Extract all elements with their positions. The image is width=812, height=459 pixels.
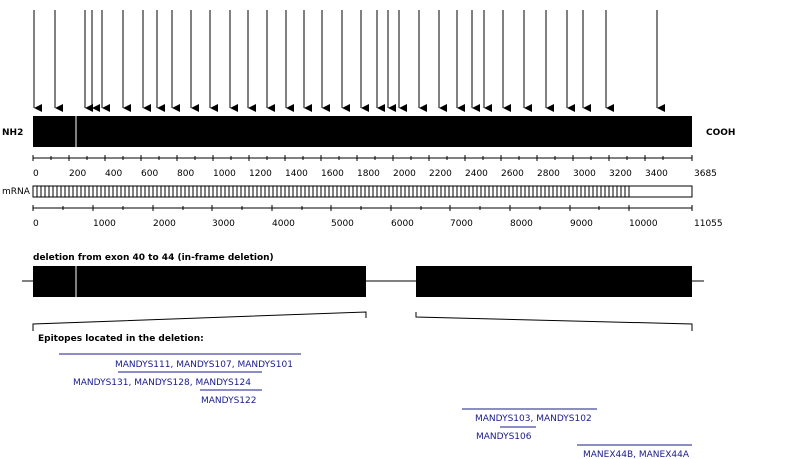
protein-axis — [33, 155, 692, 161]
deletion-brackets — [33, 312, 692, 331]
protein-tick-label: 2400 — [465, 169, 488, 179]
mrna-tick-label: 8000 — [510, 219, 533, 229]
protein-tick-label: 2200 — [429, 169, 452, 179]
protein-tick-label: 1200 — [249, 169, 272, 179]
protein-tick-label: 1600 — [321, 169, 344, 179]
mrna-label: mRNA — [2, 187, 30, 197]
protein-tick-label: 2000 — [393, 169, 416, 179]
mrna-tick-label: 3000 — [212, 219, 235, 229]
protein-tick-label: 0 — [33, 169, 39, 179]
mrna-tick-label: 2000 — [153, 219, 176, 229]
protein-tick-label: 400 — [105, 169, 123, 179]
protein-tick-label: 3400 — [645, 169, 668, 179]
protein-axis-end-label: 3685 — [694, 169, 717, 179]
mrna-axis-labels — [33, 219, 723, 229]
protein-tick-label: 3000 — [573, 169, 596, 179]
mrna-tick-label: 7000 — [450, 219, 473, 229]
mrna-tick-label: 10000 — [629, 219, 658, 229]
protein-tick-label: 2600 — [501, 169, 524, 179]
mrna-tick-label: 9000 — [570, 219, 593, 229]
mrna-axis-end-label: 11055 — [694, 219, 723, 229]
epitope-label: MANDYS122 — [201, 396, 257, 406]
mrna-tick-label: 5000 — [331, 219, 354, 229]
protein-tick-label: 1400 — [285, 169, 308, 179]
epitope-label: MANDYS131, MANDYS128, MANDYS124 — [73, 378, 251, 388]
mrna-tick-label: 1000 — [93, 219, 116, 229]
protein-tick-label: 1000 — [213, 169, 236, 179]
protein-axis-labels — [33, 169, 717, 179]
epitope-label: MANDYS111, MANDYS107, MANDYS101 — [115, 360, 293, 370]
protein-tick-label: 800 — [177, 169, 195, 179]
mrna-exon-strip — [33, 186, 692, 197]
protein-tick-label: 2800 — [537, 169, 560, 179]
protein-tick-label: 1800 — [357, 169, 380, 179]
exon-arrows — [34, 10, 657, 108]
mrna-tick-label: 4000 — [272, 219, 295, 229]
mrna-tick-label: 0 — [33, 219, 39, 229]
protein-tick-label: 200 — [69, 169, 87, 179]
epitope-label: MANDYS103, MANDYS102 — [475, 414, 592, 424]
cooh-label: COOH — [706, 128, 736, 138]
mrna-axis — [33, 205, 692, 211]
mrna-tick-label: 6000 — [391, 219, 414, 229]
protein-tick-label: 600 — [141, 169, 159, 179]
epitopes-title: Epitopes located in the deletion: — [38, 334, 204, 344]
nh2-label: NH2 — [2, 128, 24, 138]
protein-bar — [33, 116, 692, 147]
epitope-label: MANEX44B, MANEX44A — [583, 450, 689, 459]
deletion-title: deletion from exon 40 to 44 (in-frame deletion) — [33, 253, 274, 263]
protein-tick-label: 3200 — [609, 169, 632, 179]
deletion-bar — [22, 266, 704, 297]
epitope-labels — [73, 360, 690, 459]
epitope-label: MANDYS106 — [476, 432, 532, 442]
